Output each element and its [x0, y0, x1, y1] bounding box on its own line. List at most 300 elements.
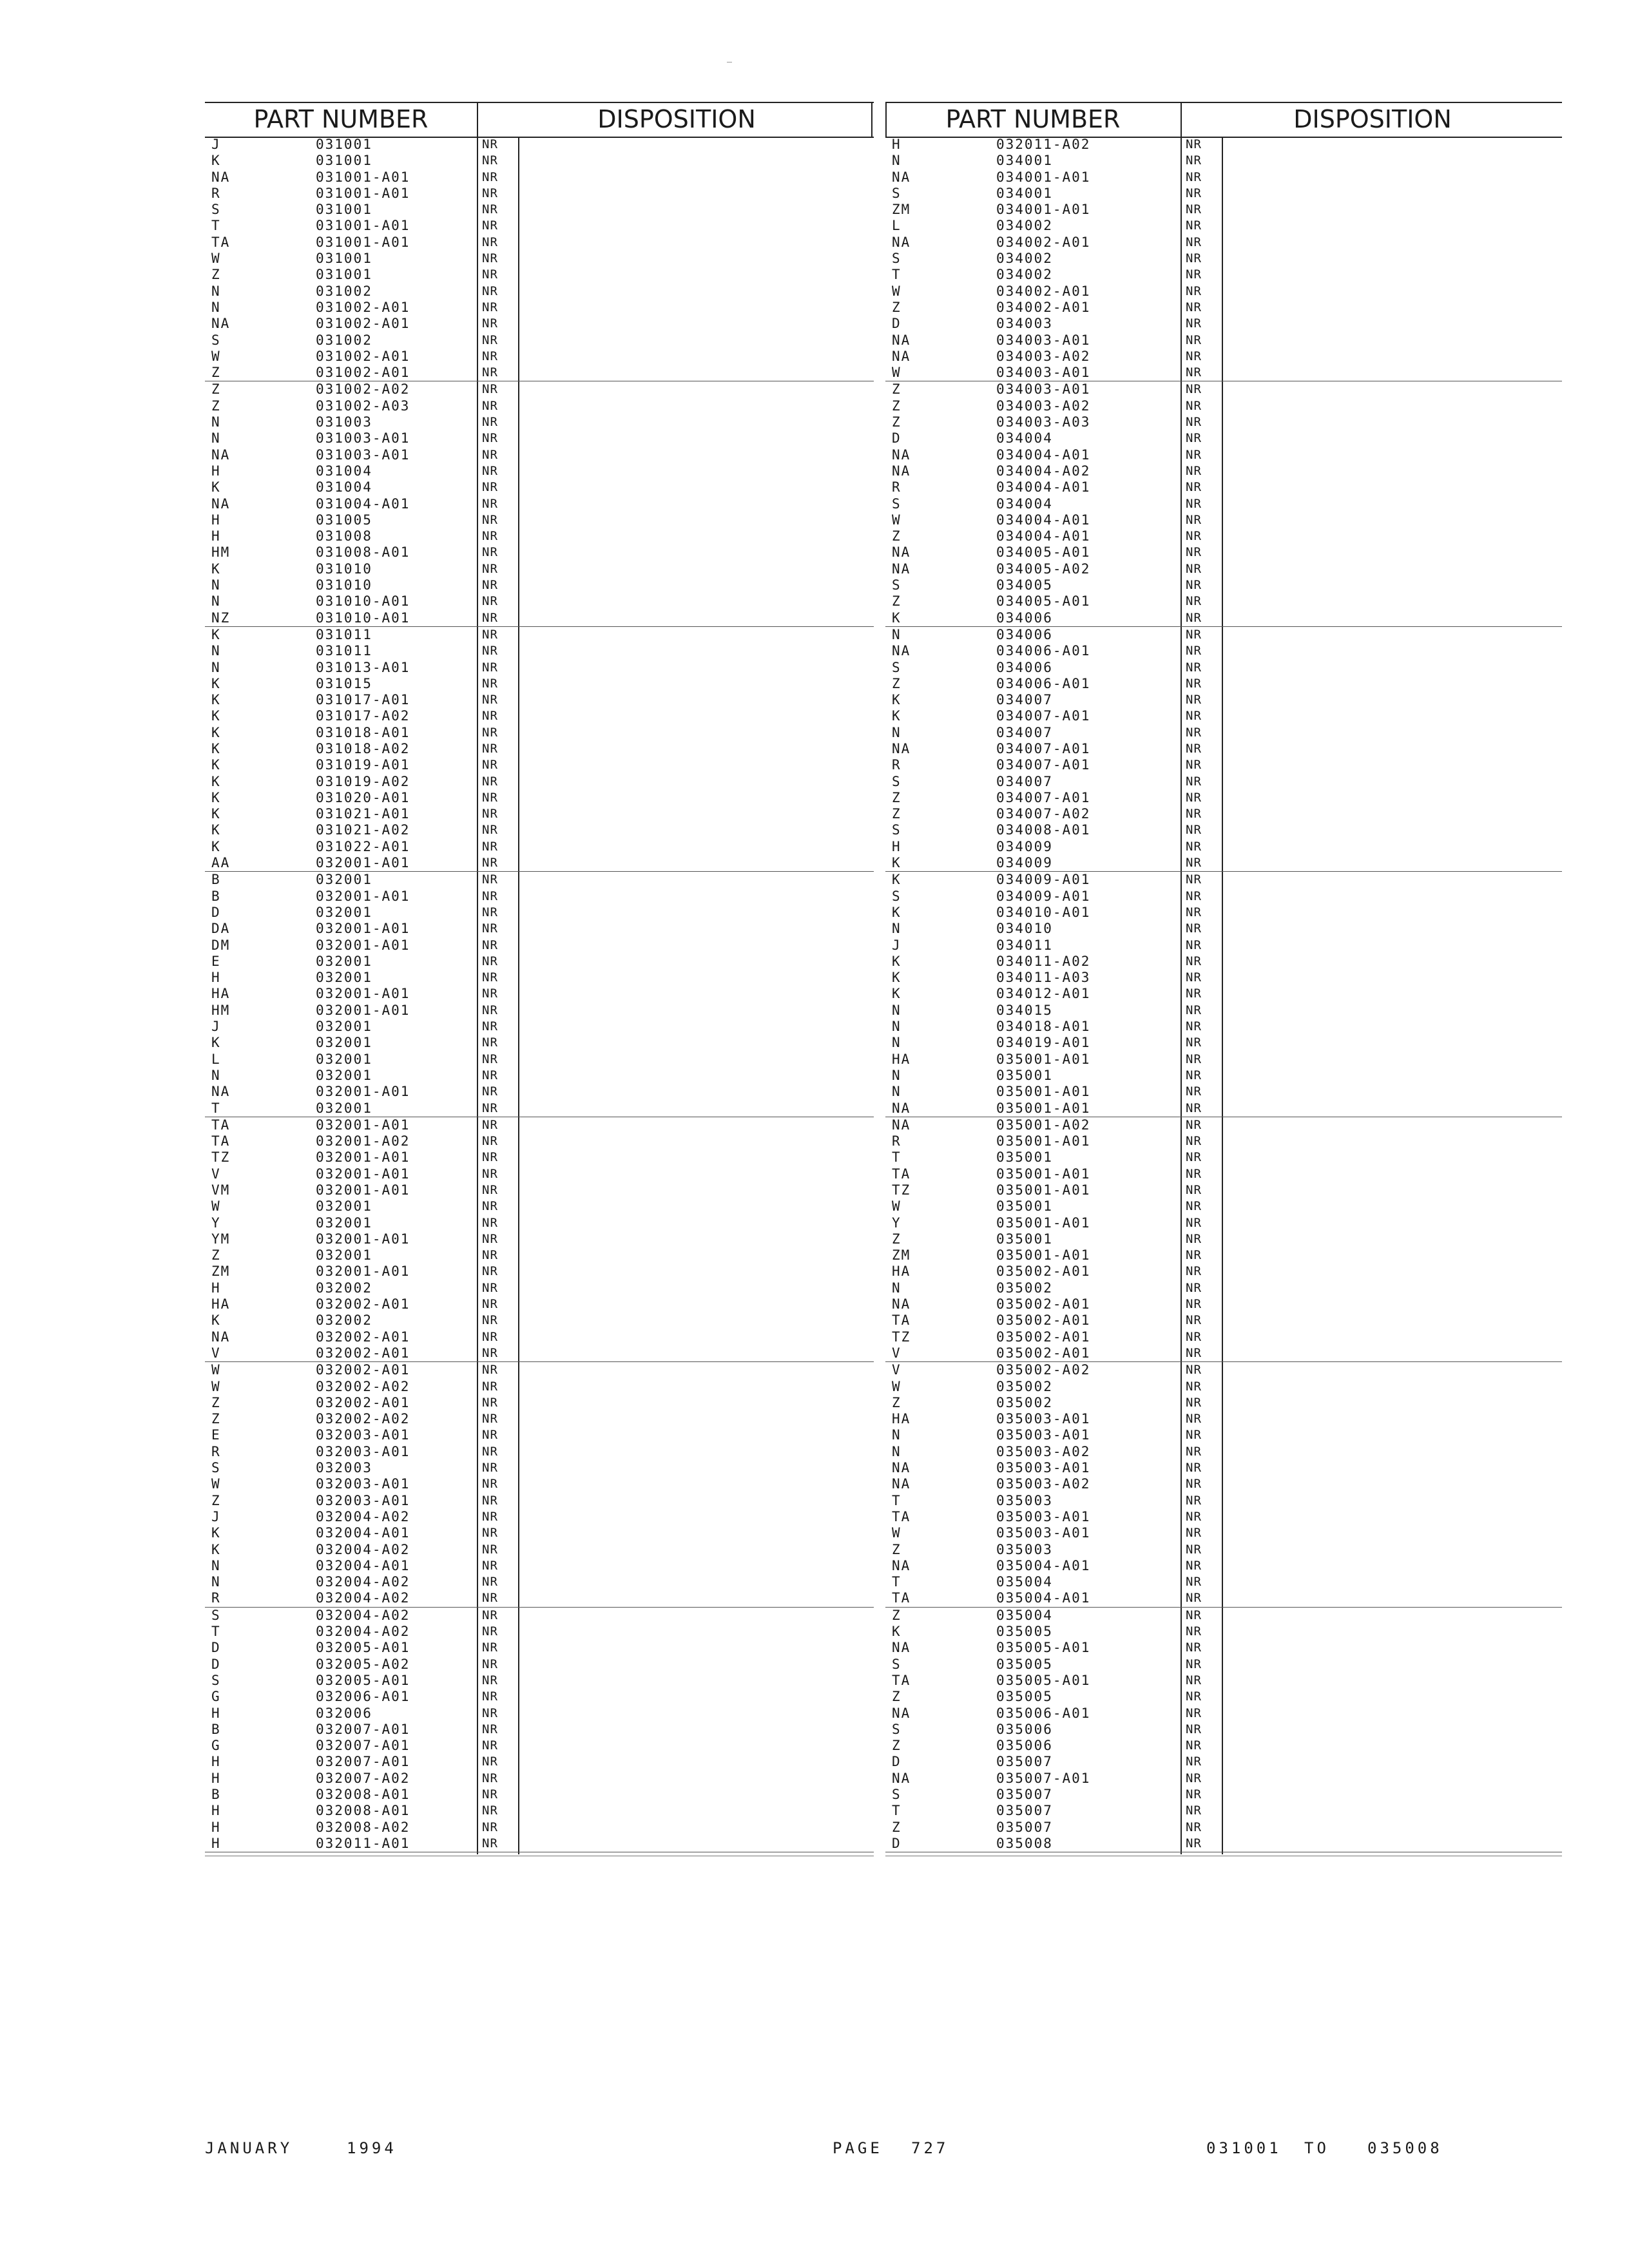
part-row [885, 251, 1562, 267]
disposition-code: NR [482, 970, 498, 985]
part-row [885, 1787, 1562, 1803]
part-row [205, 1264, 874, 1280]
disposition-code: NR [482, 1542, 498, 1557]
disposition-code: NR [1186, 823, 1202, 838]
part-number: 035003 [996, 1492, 1053, 1508]
part-suffix: Z [892, 299, 901, 315]
part-number: 035004-A01 [996, 1557, 1091, 1573]
part-suffix: D [892, 430, 901, 447]
part-number: 031001-A01 [316, 169, 410, 185]
part-number: 034004-A02 [996, 463, 1091, 479]
part-number: 034005-A01 [996, 544, 1091, 561]
part-suffix: J [892, 937, 901, 953]
part-row [885, 267, 1562, 283]
part-row [205, 1803, 874, 1819]
part-number: 032002-A01 [316, 1394, 410, 1410]
part-row [205, 1509, 874, 1525]
disposition-code: NR [482, 676, 498, 691]
disposition-code: NR [482, 349, 498, 363]
part-row [205, 316, 874, 332]
part-suffix: K [211, 675, 221, 691]
part-suffix: S [892, 659, 901, 675]
part-row [205, 741, 874, 757]
part-suffix: S [892, 1721, 901, 1737]
disposition-code: NR [1186, 1444, 1202, 1459]
part-suffix: K [211, 789, 221, 805]
disposition-code: NR [482, 1379, 498, 1394]
part-number: 034003-A01 [996, 332, 1091, 348]
part-suffix: N [892, 724, 901, 740]
part-number: 032003-A01 [316, 1476, 410, 1492]
part-row [205, 1149, 874, 1166]
disposition-code: NR [482, 1068, 498, 1082]
part-number: 031011 [316, 626, 372, 642]
part-suffix: K [892, 708, 901, 724]
part-row [885, 300, 1562, 316]
part-suffix: Z [892, 414, 901, 430]
disposition-code: NR [482, 235, 498, 249]
disposition-code: NR [1186, 676, 1202, 691]
part-row [205, 610, 874, 627]
part-row [205, 1476, 874, 1492]
part-row [205, 1182, 874, 1198]
part-row [205, 1427, 874, 1443]
part-row [885, 332, 1562, 349]
part-suffix: NA [892, 234, 911, 250]
disposition-code: NR [1186, 1019, 1202, 1034]
disposition-heading: DISPOSITION [597, 105, 756, 133]
part-number: 034003-A01 [996, 365, 1091, 381]
part-suffix: V [211, 1345, 221, 1361]
disposition-code: NR [1186, 1836, 1202, 1850]
part-number: 032003 [316, 1460, 372, 1476]
part-number: 034007-A01 [996, 757, 1091, 773]
disposition-code: NR [1186, 1068, 1202, 1082]
disposition-code: NR [482, 1803, 498, 1818]
disposition-code: NR [1186, 1542, 1202, 1557]
disposition-code: NR [482, 1019, 498, 1034]
part-row [205, 186, 874, 202]
part-number: 032001-A01 [316, 937, 410, 953]
disposition-code: NR [482, 1706, 498, 1720]
part-number: 031022-A01 [316, 838, 410, 854]
part-row [885, 822, 1562, 838]
part-row [205, 1657, 874, 1673]
part-number: 034008-A01 [996, 822, 1091, 838]
disposition-code: NR [1186, 1787, 1202, 1802]
disposition-code: NR [1186, 921, 1202, 936]
part-row [885, 1493, 1562, 1509]
disposition-code: NR [1186, 1689, 1202, 1704]
disposition-code: NR [482, 1477, 498, 1492]
part-row [885, 235, 1562, 251]
part-number: 032004-A02 [316, 1590, 410, 1606]
disposition-code: NR [1186, 1395, 1202, 1410]
part-row [205, 1198, 874, 1215]
part-suffix: DA [211, 921, 231, 937]
disposition-code: NR [1186, 1035, 1202, 1050]
part-number: 035001-A01 [996, 1084, 1091, 1100]
part-row [205, 1052, 874, 1068]
part-suffix: S [211, 202, 221, 218]
part-suffix: T [211, 1100, 221, 1116]
disposition-code: NR [1186, 447, 1202, 462]
disposition-code: NR [482, 1345, 498, 1360]
part-suffix: Z [211, 1394, 221, 1410]
part-suffix: NA [892, 1557, 911, 1573]
disposition-code: NR [482, 463, 498, 478]
disposition-code: NR [1186, 1052, 1202, 1066]
part-row [205, 1312, 874, 1329]
disposition-code: NR [482, 1363, 498, 1378]
part-suffix: HA [211, 986, 231, 1002]
part-row [885, 202, 1562, 218]
part-row [205, 692, 874, 708]
part-row [205, 218, 874, 234]
part-row [205, 137, 874, 153]
part-suffix: NA [211, 316, 231, 332]
part-number: 034001-A01 [996, 169, 1091, 185]
part-number: 031002 [316, 332, 372, 348]
part-suffix: R [892, 1133, 901, 1149]
part-suffix: J [211, 137, 221, 152]
part-row [885, 954, 1562, 970]
part-row [885, 872, 1562, 888]
part-row [885, 610, 1562, 627]
part-number: 032004-A02 [316, 1574, 410, 1590]
part-suffix: T [892, 267, 901, 283]
part-row [205, 1117, 874, 1133]
part-number: 035001-A02 [996, 1117, 1091, 1133]
disposition-code: NR [1186, 1477, 1202, 1492]
part-row [885, 986, 1562, 1002]
part-row [205, 1771, 874, 1787]
part-number: 035001 [996, 1067, 1053, 1083]
disposition-code: NR [1186, 186, 1202, 200]
part-number: 032011-A01 [316, 1835, 410, 1851]
part-row [885, 561, 1562, 577]
part-number: 034002-A01 [996, 234, 1091, 250]
part-suffix: N [892, 626, 901, 642]
part-number: 032001-A01 [316, 986, 410, 1002]
part-row [885, 1509, 1562, 1525]
part-suffix: S [892, 251, 901, 267]
part-number: 032001 [316, 1100, 372, 1116]
part-suffix: Z [211, 398, 221, 414]
part-number: 032001-A01 [316, 1166, 410, 1182]
disposition-code: NR [1186, 1673, 1202, 1687]
part-suffix: W [211, 1362, 221, 1378]
disposition-code: NR [482, 1248, 498, 1263]
part-suffix: NA [892, 348, 911, 364]
part-number: 031003-A01 [316, 430, 410, 447]
part-row [885, 1296, 1562, 1312]
disposition-code: NR [1186, 1199, 1202, 1214]
part-suffix: D [892, 1754, 901, 1770]
part-number: 031004 [316, 463, 372, 479]
disposition-code: NR [482, 512, 498, 527]
disposition-code: NR [1186, 463, 1202, 478]
part-suffix: HA [892, 1264, 911, 1280]
part-row [885, 1019, 1562, 1035]
part-suffix: HM [211, 544, 231, 561]
part-number: 034009-A01 [996, 872, 1091, 888]
part-suffix: NA [211, 169, 231, 185]
part-suffix: Z [892, 398, 901, 414]
part-number: 032001-A01 [316, 1117, 410, 1133]
part-number: 035001-A01 [996, 1100, 1091, 1116]
part-row [885, 316, 1562, 332]
part-number: 032001 [316, 953, 372, 969]
disposition-code: NR [1186, 905, 1202, 919]
part-number: 031004 [316, 479, 372, 495]
part-suffix: E [211, 1427, 221, 1443]
part-number: 032001-A02 [316, 1133, 410, 1149]
part-number: 031002-A01 [316, 316, 410, 332]
part-suffix: K [211, 1312, 221, 1329]
part-number-heading: PART NUMBER [945, 105, 1121, 133]
part-row [205, 1296, 874, 1312]
part-suffix: NA [892, 1296, 911, 1312]
right-header-edge [885, 102, 887, 137]
disposition-code: NR [482, 1558, 498, 1573]
part-number: 031003-A01 [316, 447, 410, 463]
part-number: 034005 [996, 577, 1053, 593]
part-suffix: Z [211, 267, 221, 283]
disposition-code: NR [1186, 741, 1202, 756]
part-row [205, 1444, 874, 1460]
part-row [205, 643, 874, 659]
part-number: 034004-A01 [996, 447, 1091, 463]
part-number: 034015 [996, 1002, 1053, 1018]
part-suffix: S [892, 185, 901, 201]
part-number: 032002-A02 [316, 1378, 410, 1394]
disposition-code: NR [482, 1280, 498, 1295]
disposition-code: NR [1186, 415, 1202, 430]
part-number: 034009 [996, 838, 1053, 854]
part-number: 034018-A01 [996, 1019, 1091, 1035]
part-number: 034003-A02 [996, 348, 1091, 364]
part-row [885, 1525, 1562, 1541]
part-number: 035003-A02 [996, 1476, 1091, 1492]
part-row [885, 1182, 1562, 1198]
disposition-code: NR [1186, 1722, 1202, 1736]
part-suffix: N [211, 1557, 221, 1573]
part-number: 035007 [996, 1819, 1053, 1835]
part-suffix: Z [892, 806, 901, 822]
disposition-code: NR [482, 1134, 498, 1149]
part-number: 031010-A01 [316, 593, 410, 610]
disposition-code: NR [482, 1084, 498, 1099]
disposition-code: NR [1186, 1657, 1202, 1671]
part-row [205, 593, 874, 610]
part-number: 034010 [996, 921, 1053, 937]
part-number: 032003-A01 [316, 1492, 410, 1508]
part-suffix: K [892, 855, 901, 871]
part-number: 031019-A02 [316, 773, 410, 789]
part-row [885, 660, 1562, 676]
disposition-code: NR [482, 610, 498, 625]
disposition-code: NR [482, 644, 498, 658]
footer-year: 1994 [347, 2139, 397, 2157]
part-suffix: NA [892, 1100, 911, 1116]
part-suffix: S [211, 332, 221, 348]
part-row [205, 725, 874, 741]
part-suffix: Z [892, 1541, 901, 1557]
part-row [205, 414, 874, 430]
disposition-code: NR [1186, 1575, 1202, 1590]
part-row [205, 937, 874, 954]
disposition-code: NR [1186, 1738, 1202, 1753]
part-suffix: K [211, 561, 221, 577]
part-number: 032005-A01 [316, 1640, 410, 1656]
disposition-code: NR [482, 1183, 498, 1197]
part-number: 035001-A01 [996, 1133, 1091, 1149]
part-row [205, 528, 874, 544]
part-suffix: NA [892, 561, 911, 577]
part-suffix: K [211, 626, 221, 642]
part-number: 032007-A02 [316, 1770, 410, 1786]
disposition-code: NR [482, 398, 498, 413]
part-number: 034006-A01 [996, 643, 1091, 659]
part-number: 034002 [996, 267, 1053, 283]
part-number: 034006 [996, 610, 1053, 626]
part-row [885, 1035, 1562, 1051]
part-suffix: B [211, 1786, 221, 1802]
disposition-code: NR [1186, 1771, 1202, 1785]
disposition-code: NR [482, 529, 498, 544]
part-number: 034010-A01 [996, 904, 1091, 920]
part-row [885, 1558, 1562, 1574]
part-suffix: W [211, 1378, 221, 1394]
footer-page-label: PAGE [833, 2139, 883, 2157]
part-suffix: T [892, 1574, 901, 1590]
part-row [205, 1379, 874, 1395]
disposition-code: NR [1186, 1166, 1202, 1181]
disposition-code: NR [1186, 856, 1202, 870]
part-number: 035001 [996, 1231, 1053, 1247]
part-suffix: S [211, 1607, 221, 1623]
part-number: 035007 [996, 1754, 1053, 1770]
part-row [205, 1558, 874, 1574]
part-number: 034007-A01 [996, 789, 1091, 805]
disposition-code: NR [1186, 594, 1202, 609]
disposition-code: NR [1186, 496, 1202, 511]
part-suffix: H [892, 137, 901, 152]
part-row [885, 1052, 1562, 1068]
part-row [885, 1738, 1562, 1754]
part-row [885, 1444, 1562, 1460]
part-row [205, 365, 874, 381]
part-suffix: NA [892, 1117, 911, 1133]
part-suffix: R [892, 757, 901, 773]
part-suffix: TA [211, 1117, 231, 1133]
part-row [885, 1231, 1562, 1247]
part-row [885, 1003, 1562, 1019]
part-suffix: K [892, 953, 901, 969]
part-suffix: VM [211, 1182, 231, 1198]
part-row [885, 741, 1562, 757]
part-suffix: W [892, 512, 901, 528]
part-suffix: NA [892, 332, 911, 348]
part-suffix: N [892, 1084, 901, 1100]
part-suffix: G [211, 1738, 221, 1754]
part-suffix: NA [211, 495, 231, 512]
part-number: 035001 [996, 1198, 1053, 1215]
disposition-code: NR [1186, 561, 1202, 576]
part-suffix: TA [892, 1312, 911, 1329]
disposition-code: NR [482, 839, 498, 854]
disposition-code: NR [1186, 1117, 1202, 1132]
part-number: 034001 [996, 153, 1053, 169]
part-row [205, 1493, 874, 1509]
part-number: 032004-A02 [316, 1607, 410, 1623]
part-number: 035005-A01 [996, 1672, 1091, 1688]
disposition-code: NR [1186, 1754, 1202, 1769]
disposition-code: NR [1186, 1591, 1202, 1606]
part-row [205, 1673, 874, 1689]
disposition-code: NR [1186, 1280, 1202, 1295]
part-row [885, 528, 1562, 544]
part-row [205, 889, 874, 905]
part-suffix: NA [892, 643, 911, 659]
disposition-code: NR [1186, 529, 1202, 544]
part-row [885, 1590, 1562, 1607]
part-number: 035001-A01 [996, 1215, 1091, 1231]
part-number: 034006 [996, 659, 1053, 675]
part-number: 031001 [316, 137, 372, 152]
disposition-code: NR [1186, 1640, 1202, 1655]
disposition-code: NR [482, 1640, 498, 1655]
footer-range-to: TO [1304, 2139, 1329, 2157]
part-number: 032001 [316, 1035, 372, 1051]
part-suffix: TA [892, 1672, 911, 1688]
disposition-code: NR [482, 267, 498, 282]
part-row [885, 1264, 1562, 1280]
part-row [205, 267, 874, 283]
disposition-code: NR [482, 1199, 498, 1214]
disposition-code: NR [482, 332, 498, 347]
disposition-code: NR [1186, 1363, 1202, 1378]
part-suffix: R [211, 185, 221, 201]
part-number: 035002-A02 [996, 1362, 1091, 1378]
part-suffix: HA [211, 1296, 231, 1312]
part-row [885, 643, 1562, 659]
part-number: 031004-A01 [316, 495, 410, 512]
disposition-code: NR [482, 660, 498, 675]
part-row [205, 872, 874, 888]
disposition-code: NR [482, 218, 498, 233]
part-row [885, 169, 1562, 186]
part-row [885, 512, 1562, 528]
disposition-code: NR [1186, 316, 1202, 331]
disposition-code: NR [1186, 1820, 1202, 1834]
part-row [885, 577, 1562, 593]
part-suffix: T [892, 1803, 901, 1819]
part-number: 034012-A01 [996, 986, 1091, 1002]
part-number: 032008-A01 [316, 1786, 410, 1802]
part-number: 031001-A01 [316, 234, 410, 250]
part-row [205, 544, 874, 561]
disposition-code: NR [482, 954, 498, 968]
disposition-code: NR [482, 153, 498, 168]
part-row [205, 1689, 874, 1705]
part-suffix: R [211, 1590, 221, 1606]
part-number: 031021-A01 [316, 806, 410, 822]
part-number: 034004 [996, 430, 1053, 447]
part-row [885, 430, 1562, 447]
part-number: 031001 [316, 153, 372, 169]
